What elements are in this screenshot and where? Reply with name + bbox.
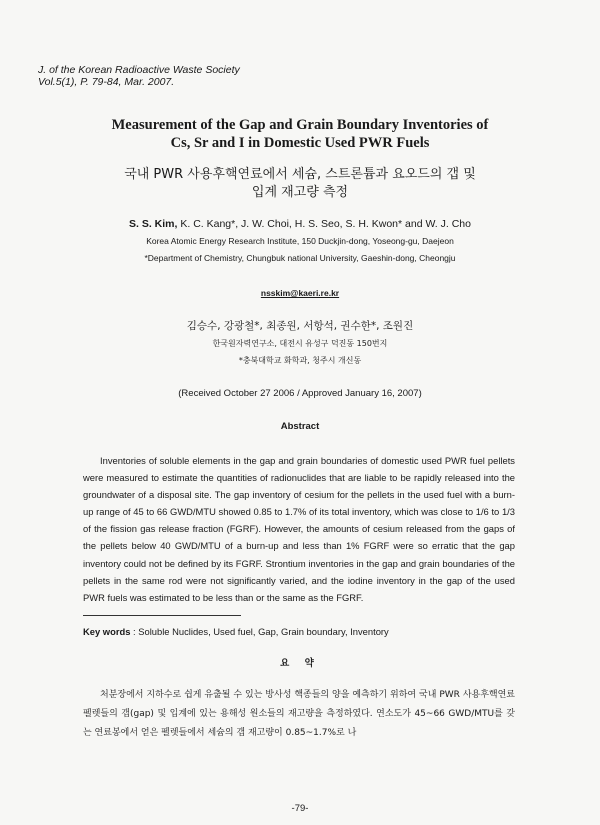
page-number: -79- xyxy=(291,803,309,814)
korean-affiliation-1: 한국원자력연구소, 대전시 유성구 덕진동 150번지 xyxy=(212,339,388,348)
english-title-line-2: Cs, Sr and I in Domestic Used PWR Fuels xyxy=(170,135,430,151)
affiliation-kaeri: Korea Atomic Energy Research Institute, 150 Duckjin-dong, Yoseong-gu, Daejeon xyxy=(146,236,454,246)
korean-abstract-body: 처분장에서 지하수로 쉽게 유출될 수 있는 방사성 핵종들의 양을 예측하기 위하여 국내 PWR 사용후핵연료 펠렛들의 갭(gap) 및 입계에 있는 용해성 원소들의 재고량을 측정하였다. 연소도가 45~66 GWD/MTU를 갖는 연료봉에서 얻은 펠렛들에서 세슘의 갭 재고량이 0.85~1.7%로 나 xyxy=(83,690,515,738)
affiliation-chungbuk: *Department of Chemistry, Chungbuk national University, Gaeshin-dong, Cheongju xyxy=(144,253,456,263)
korean-affiliation-2: *충북대학교 화학과, 청주시 개신동 xyxy=(238,356,362,365)
keywords-divider xyxy=(83,615,241,616)
english-title-line-1: Measurement of the Gap and Grain Boundary Inventories of xyxy=(111,117,489,133)
abstract-heading: Abstract xyxy=(280,421,320,432)
abstract-body: Inventories of soluble elements in the gap and grain boundaries of domestic used PWR fuel pellets were measured to estimate the quantities of radionuclides that are liable to be rapidly released into the groundwater of a disposal site. The gap inventory of cesium for the pellets in the used fuel with a burn-up range of 45 to 66 GWD/MTU showed 0.85 to 1.7% of its total inventory, which was close to 1/6 to 1/3 of the fission gas release fraction (FGRF). However, the amounts of cesium released from the gaps of the pellets below 40 GWD/MTU of a burn-up and less than 1% FGRF were so erratic that the gap inventory could not be defined by its FGRF. Strontium inventories in the gap and grain boundaries of the pellets in the same rod were not significantly varied, and the iodine inventory in the gap of the used PWR fuels was estimated to be less than or the same as the FGRF. xyxy=(83,455,515,603)
english-authors xyxy=(0,218,600,230)
co-authors: K. C. Kang*, J. W. Choi, H. S. Seo, S. H. Kwon* and W. J. Cho xyxy=(177,218,471,230)
lead-author: S. S. Kim, xyxy=(129,218,178,230)
author-email-link[interactable]: nsskim@kaeri.re.kr xyxy=(260,288,340,298)
journal-name: J. of the Korean Radioactive Waste Society xyxy=(38,64,240,76)
english-title xyxy=(0,116,600,152)
korean-abstract-heading: 요 약 xyxy=(280,658,320,669)
keywords-text: : Soluble Nuclides, Used fuel, Gap, Grain boundary, Inventory xyxy=(130,626,389,637)
keywords-label: Key words xyxy=(83,626,131,637)
journal-volume: Vol.5(1), P. 79-84, Mar. 2007. xyxy=(38,76,175,88)
korean-authors: 김승수, 강광철*, 최종원, 서항석, 권수한*, 조원진 xyxy=(186,320,414,332)
korean-title-line-1: 국내 PWR 사용후핵연료에서 세슘, 스트론튬과 요오드의 갭 및 xyxy=(124,167,476,182)
journal-citation xyxy=(38,64,240,88)
korean-title-line-2: 입계 재고량 측정 xyxy=(251,185,349,200)
korean-title xyxy=(0,166,600,202)
received-dates: (Received October 27 2006 / Approved January 16, 2007) xyxy=(178,388,422,399)
keywords xyxy=(83,626,389,637)
